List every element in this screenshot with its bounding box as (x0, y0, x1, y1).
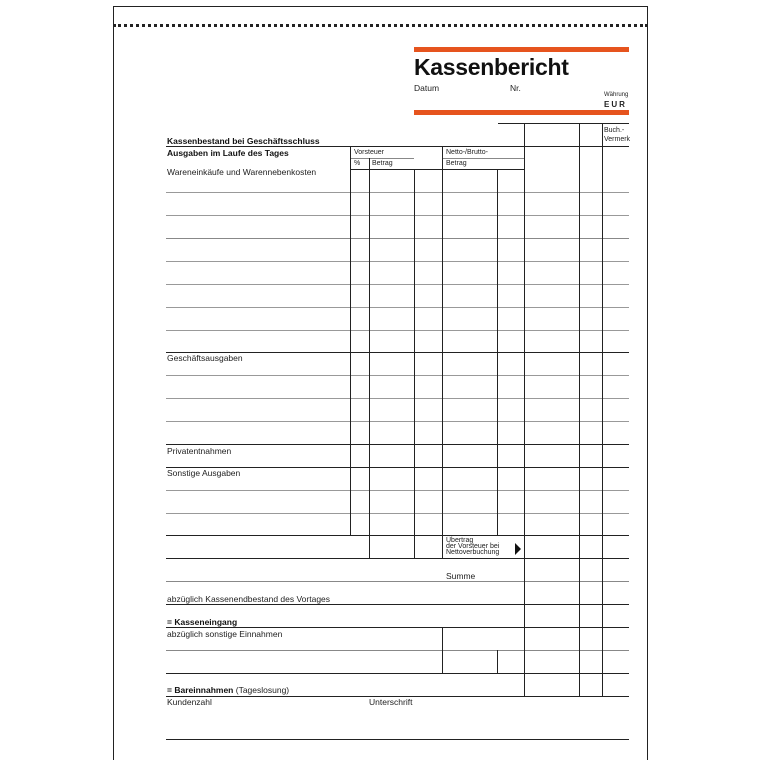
arrow-icon (515, 543, 521, 555)
col-vorsteuer: Vorsteuer (354, 149, 384, 156)
label-kasseneingang: = Kasseneingang (167, 617, 238, 627)
currency-label: Währung (604, 92, 629, 98)
col-vorsteuer-betrag: Betrag (372, 160, 393, 167)
currency-value: EUR (604, 100, 627, 109)
label-privatentnahmen: Privatentnahmen (167, 446, 232, 456)
label-abzueglich-einnahmen: abzüglich sonstige Einnahmen (167, 629, 283, 639)
label-uebertrag-2: der Vorsteuer bei (446, 543, 500, 550)
label-bareinnahmen: = Bareinnahmen (167, 685, 234, 695)
label-kundenzahl: Kundenzahl (167, 697, 212, 707)
label-geschaeftsausgaben: Geschäftsausgaben (167, 353, 243, 363)
label-kassenbestand: Kassenbestand bei Geschäftsschluss (167, 136, 320, 146)
label-sonstige-ausgaben: Sonstige Ausgaben (167, 468, 241, 478)
label-summe: Summe (446, 571, 476, 581)
label-ausgaben: Ausgaben im Laufe des Tages (167, 148, 289, 158)
label-uebertrag-3: Nettoverbuchung (446, 549, 500, 556)
form-title: Kassenbericht (414, 54, 569, 80)
col-netto-betrag: Betrag (446, 160, 467, 167)
label-uebertrag: Übertrag (446, 537, 474, 544)
date-label: Datum (414, 83, 440, 93)
label-wareneinkaeufe: Wareneinkäufe und Warennebenkosten (167, 167, 317, 177)
label-bareinnahmen-row (167, 685, 289, 695)
number-label: Nr. (510, 83, 521, 93)
col-percent: % (354, 160, 361, 167)
label-tageslosung: (Tageslosung) (235, 685, 290, 695)
label-abzueglich-vortag: abzüglich Kassenendbestand des Vortages (167, 594, 331, 604)
col-netto-brutto: Netto-/Brutto- (446, 149, 489, 156)
col-vermerk: Vermerk (604, 136, 631, 143)
label-unterschrift: Unterschrift (369, 697, 413, 707)
col-buch: Buch.- (604, 127, 625, 134)
